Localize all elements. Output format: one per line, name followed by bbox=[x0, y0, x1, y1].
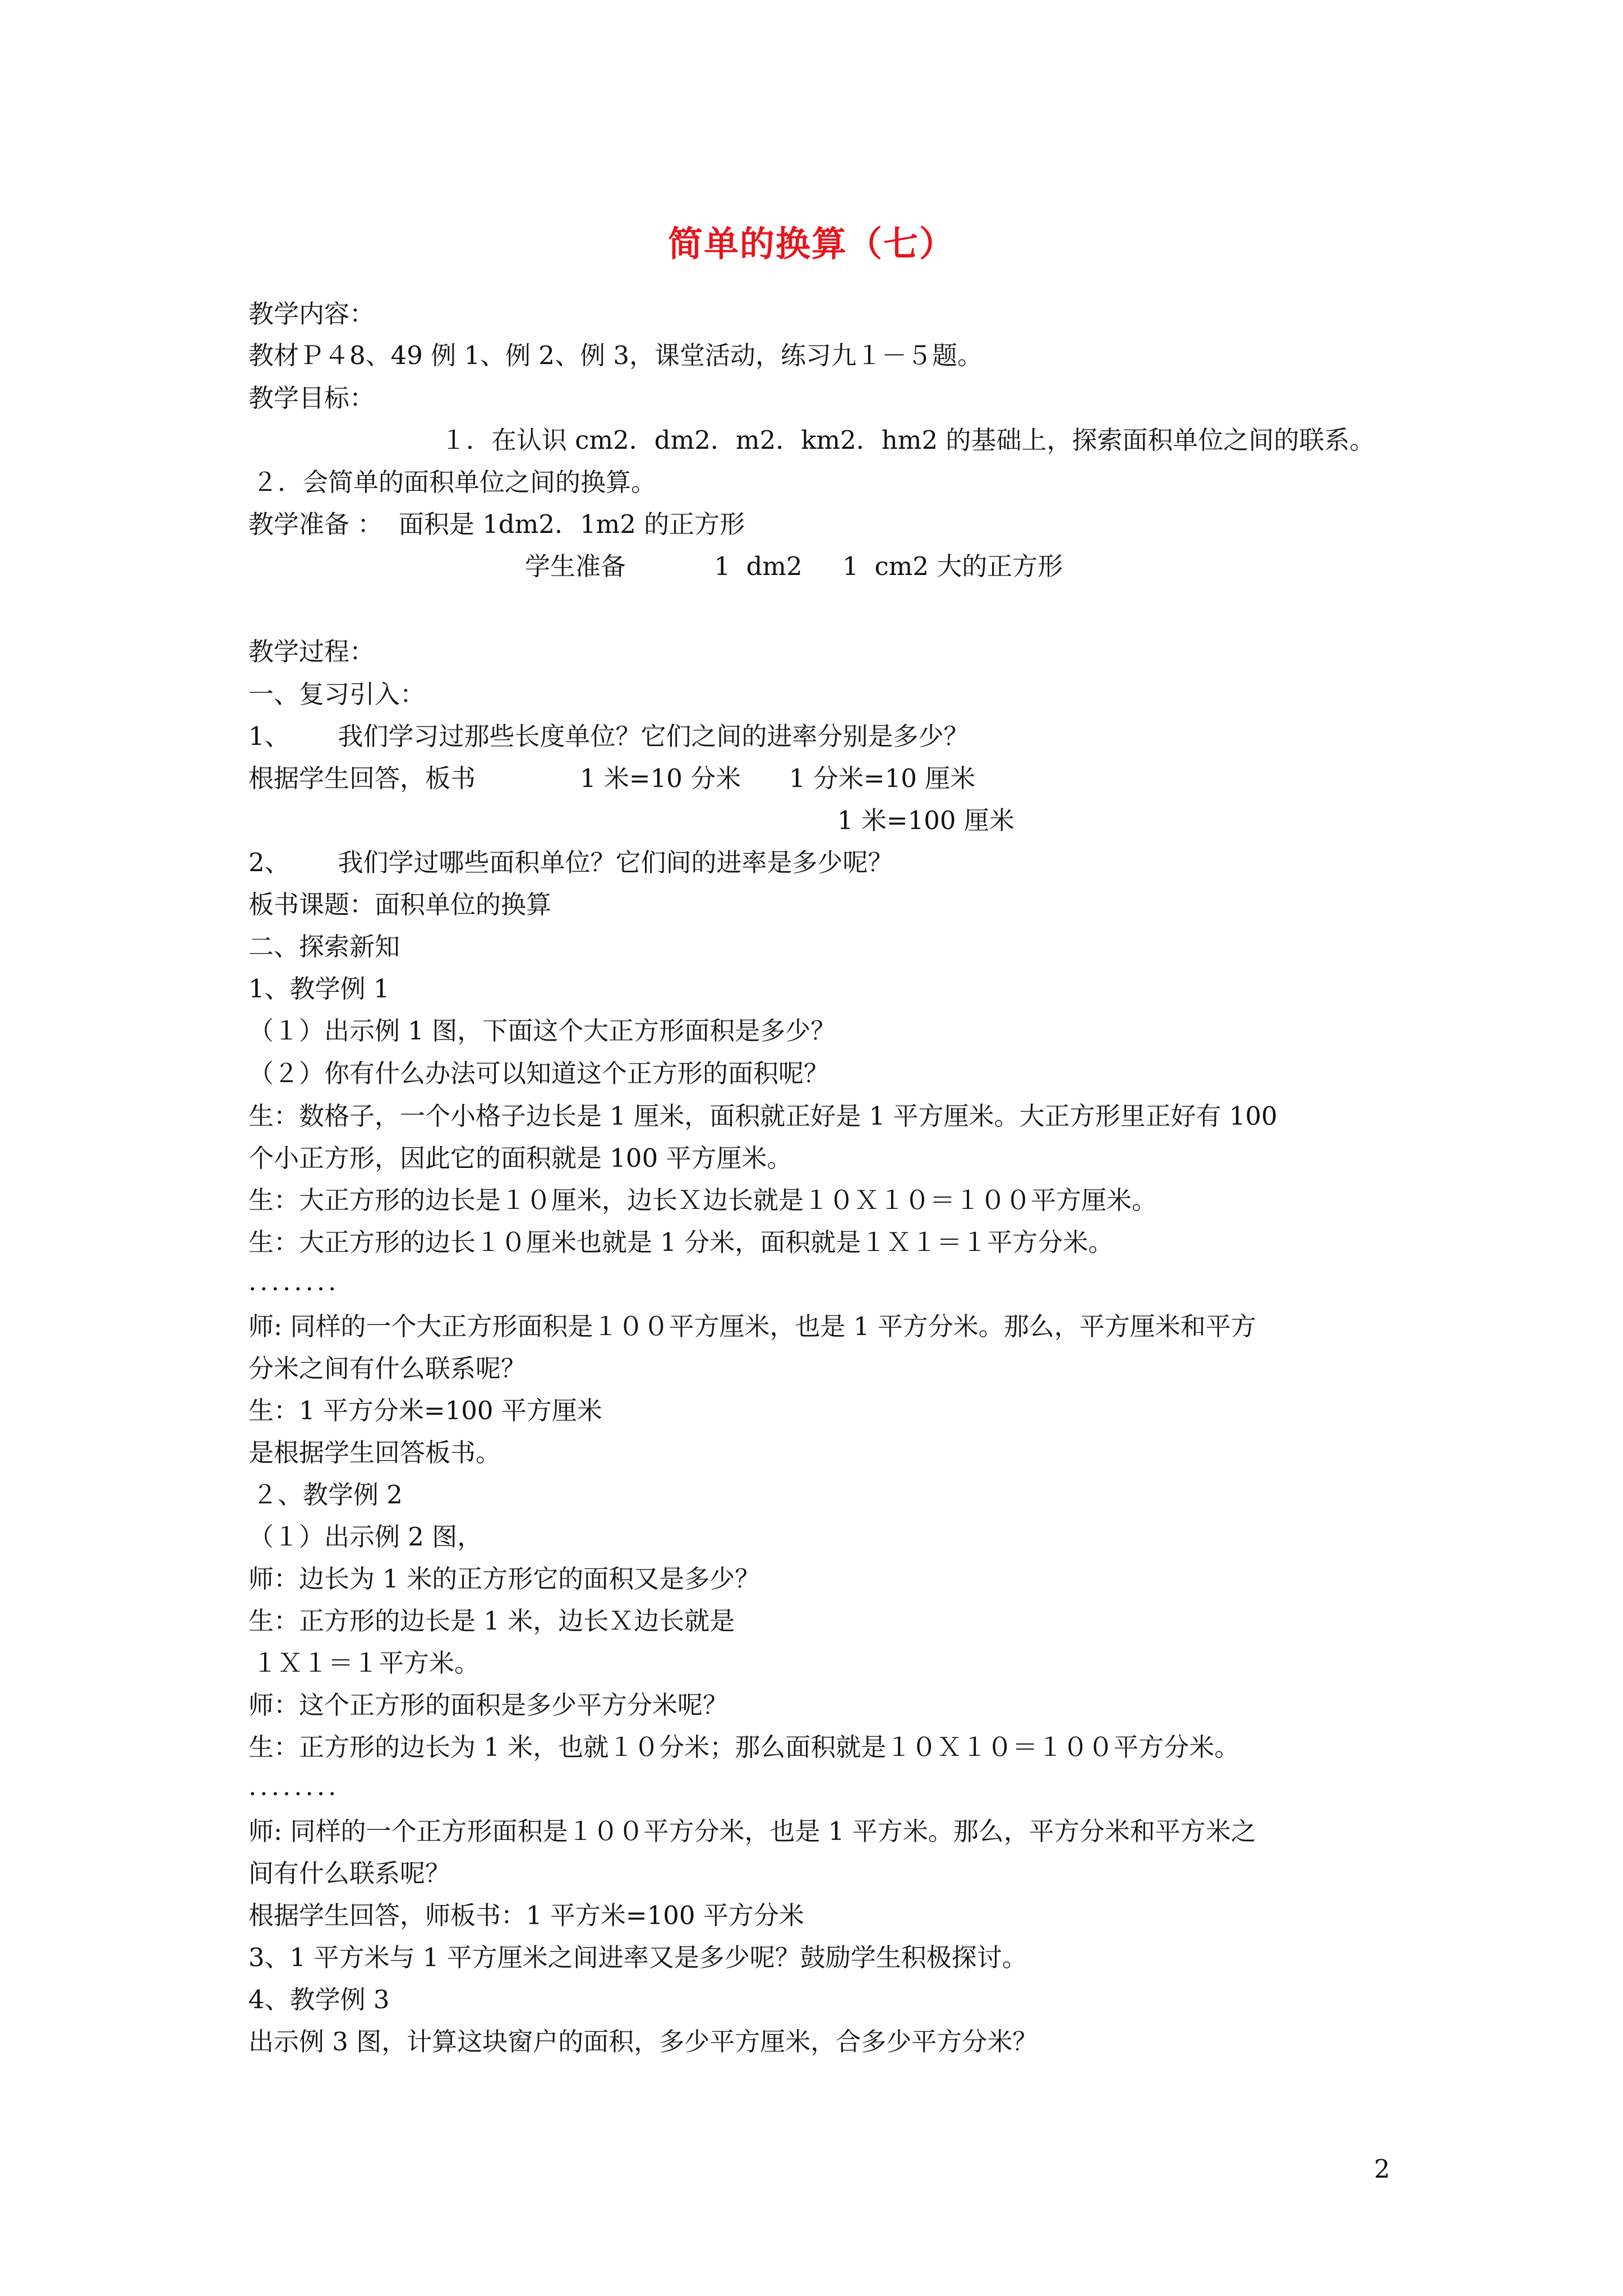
text-line: 教材Ｐ４8、49 例 1、例 2、例 3，课堂活动，练习九１－５题。 bbox=[248, 341, 983, 370]
text-line: 教学过程： bbox=[248, 637, 375, 666]
document-title: 简单的换算（七） bbox=[667, 223, 955, 264]
text-line: 师: 同样的一个大正方形面积是１００平方厘米，也是 1 平方分米。那么，平方厘米和平方 bbox=[248, 1312, 1256, 1341]
text-line: 二、探索新知 bbox=[248, 932, 400, 961]
text-line: 2、 我们学过哪些面积单位？它们间的进率是多少呢？ bbox=[248, 848, 893, 877]
text-line: 4、教学例 3 bbox=[248, 1985, 390, 2014]
text-line: 1、 我们学习过那些长度单位？它们之间的进率分别是多少？ bbox=[248, 721, 969, 751]
text-line: 师：这个正方形的面积是多少平方分米呢？ bbox=[248, 1690, 728, 1720]
text-line: （１）出示例 2 图， bbox=[248, 1522, 483, 1552]
text-line: 学生准备 1 dm2 1 cm2 大的正方形 bbox=[525, 551, 1063, 581]
text-line: 生：数格子，一个小格子边长是 1 厘米，面积就正好是 1 平方厘米。大正方形里正好有 100 bbox=[248, 1101, 1278, 1131]
text-line: 教学内容： bbox=[248, 299, 375, 329]
text-line: 根据学生回答，师板书：1 平方米=100 平方分米 bbox=[248, 1901, 804, 1930]
text-line: ........ bbox=[248, 1267, 340, 1296]
text-line: 生：1 平方分米=100 平方厘米 bbox=[248, 1396, 602, 1425]
text-line: 师：边长为 1 米的正方形它的面积又是多少？ bbox=[248, 1564, 760, 1594]
text-line: 1 米=100 厘米 bbox=[837, 806, 1015, 835]
text-line: 生：正方形的边长为 1 米，也就１０分米；那么面积就是１０Ｘ１０＝１００平方分米。 bbox=[248, 1732, 1240, 1762]
text-line: １Ｘ１＝１平方米。 bbox=[252, 1648, 480, 1678]
text-line: 教学准备 ： 面积是 1dm2．1m2 的正方形 bbox=[248, 509, 745, 539]
text-line: 出示例 3 图，计算这块窗户的面积，多少平方厘米，合多少平方分米？ bbox=[248, 2027, 1038, 2056]
text-line: （２）你有什么办法可以知道这个正方形的面积呢？ bbox=[248, 1059, 829, 1088]
text-line: 1、教学例 1 bbox=[248, 974, 390, 1004]
text-line: 个小正方形，因此它的面积就是 100 平方厘米。 bbox=[248, 1143, 792, 1173]
text-line: 教学目标： bbox=[248, 383, 375, 413]
text-line: 板书课题：面积单位的换算 bbox=[248, 890, 552, 919]
page-number: 2 bbox=[1374, 2154, 1390, 2184]
text-line: 根据学生回答，板书 1 米=10 分米 1 分米=10 厘米 bbox=[248, 763, 976, 793]
text-line: ........ bbox=[248, 1772, 340, 1801]
text-line: 师: 同样的一个正方形面积是１００平方分米，也是 1 平方米。那么，平方分米和平方米之 bbox=[248, 1816, 1256, 1846]
text-line: 一、复习引入： bbox=[248, 679, 426, 709]
text-line: 生：大正方形的边长１０厘米也就是 1 分米，面积就是１Ｘ１＝１平方分米。 bbox=[248, 1227, 1114, 1257]
text-line: 间有什么联系呢？ bbox=[248, 1858, 451, 1888]
text-line: 是根据学生回答板书。 bbox=[248, 1438, 501, 1467]
text-line: 3、1 平方米与 1 平方厘米之间进率又是多少呢？鼓励学生积极探讨。 bbox=[248, 1943, 1027, 1972]
text-line: １．在认识 cm2．dm2．m2．km2．hm2 的基础上，探索面积单位之间的联系。 bbox=[441, 425, 1375, 455]
text-line: ２、教学例 2 bbox=[252, 1480, 403, 1510]
text-line: 生：正方形的边长是 1 米，边长Ｘ边长就是 bbox=[248, 1606, 735, 1636]
text-line: ２．会简单的面积单位之间的换算。 bbox=[252, 467, 657, 497]
text-line: 分米之间有什么联系呢？ bbox=[248, 1354, 527, 1383]
text-line: 生：大正方形的边长是１０厘米，边长Ｘ边长就是１０Ｘ１０＝１００平方厘米。 bbox=[248, 1185, 1158, 1215]
text-line: （１）出示例 1 图，下面这个大正方形面积是多少？ bbox=[248, 1016, 836, 1046]
